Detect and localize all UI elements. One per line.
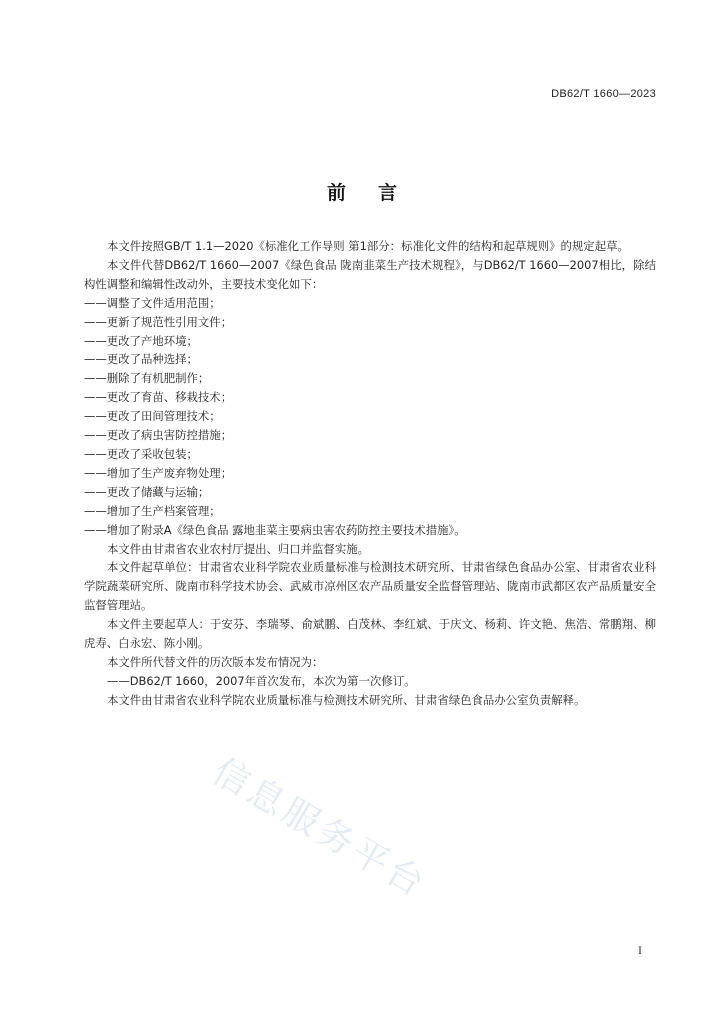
change-item: ——更新了规范性引用文件； xyxy=(84,314,233,329)
watermark-text: 信息服务平台 xyxy=(205,750,434,907)
change-item: ——更改了产地环境； xyxy=(84,333,198,348)
document-code: DB62/T 1660—2023 xyxy=(551,88,656,100)
change-item: ——更改了品种选择； xyxy=(84,352,198,367)
document-body xyxy=(84,237,656,710)
interpretation-paragraph: 本文件由甘肃省农业科学院农业质量标准与检测技术研究所、甘肃省绿色食品办公室负责解释。 xyxy=(107,692,586,707)
change-item: ——更改了病虫害防控措施； xyxy=(84,428,233,443)
page-title: 前言 xyxy=(326,182,429,204)
proposer-paragraph: 本文件由甘肃省农业农村厅提出、归口并监督实施。 xyxy=(107,541,369,556)
change-item: ——更改了田间管理技术； xyxy=(84,409,221,424)
drafters-paragraph: 本文件主要起草人：于安芬、李瑞琴、俞斌鹏、白茂林、李红斌、于庆文、杨莉、许文艳、焦浩、常鹏翔、柳虎寿、白永宏、陈小刚。 xyxy=(84,617,656,651)
change-item: ——更改了储藏与运输； xyxy=(84,484,210,499)
replacement-paragraph: 本文件代替DB62/T 1660—2007《绿色食品 陇南韭菜生产技术规程》，与DB62/T 1660—2007相比，除结构性调整和编辑性改动外，主要技术变化如下： xyxy=(84,257,656,291)
change-item: ——更改了采收包装； xyxy=(84,446,198,461)
change-item: ——调整了文件适用范围； xyxy=(84,295,221,310)
change-item: ——删除了有机肥制作； xyxy=(84,371,210,386)
change-item: ——更改了育苗、移栽技术； xyxy=(84,390,233,405)
change-item: ——增加了附录A《绿色食品 露地韭菜主要病虫害农药防控主要技术措施》。 xyxy=(84,522,466,537)
history-item: ——DB62/T 1660，2007年首次发布，本次为第一次修订。 xyxy=(107,673,416,688)
drafting-units-paragraph: 本文件起草单位：甘肃省农业科学院农业质量标准与检测技术研究所、甘肃省绿色食品办公室、甘肃省农业科学院蔬菜研究所、陇南市科学技术协会、武威市凉州区农产品质量安全监督管理站、陇南市武都区农产品质量安全监督管理站。 xyxy=(84,560,656,613)
drafting-basis-paragraph: 本文件按照GB/T 1.1—2020《标准化工作导则 第1部分：标准化文件的结构和起草规则》的规定起草。 xyxy=(107,239,629,253)
change-item: ——增加了生产档案管理； xyxy=(84,503,221,518)
page-number: I xyxy=(638,943,642,957)
change-item: ——增加了生产废弃物处理； xyxy=(84,465,233,480)
history-intro-paragraph: 本文件所代替文件的历次版本发布情况为： xyxy=(107,654,324,669)
